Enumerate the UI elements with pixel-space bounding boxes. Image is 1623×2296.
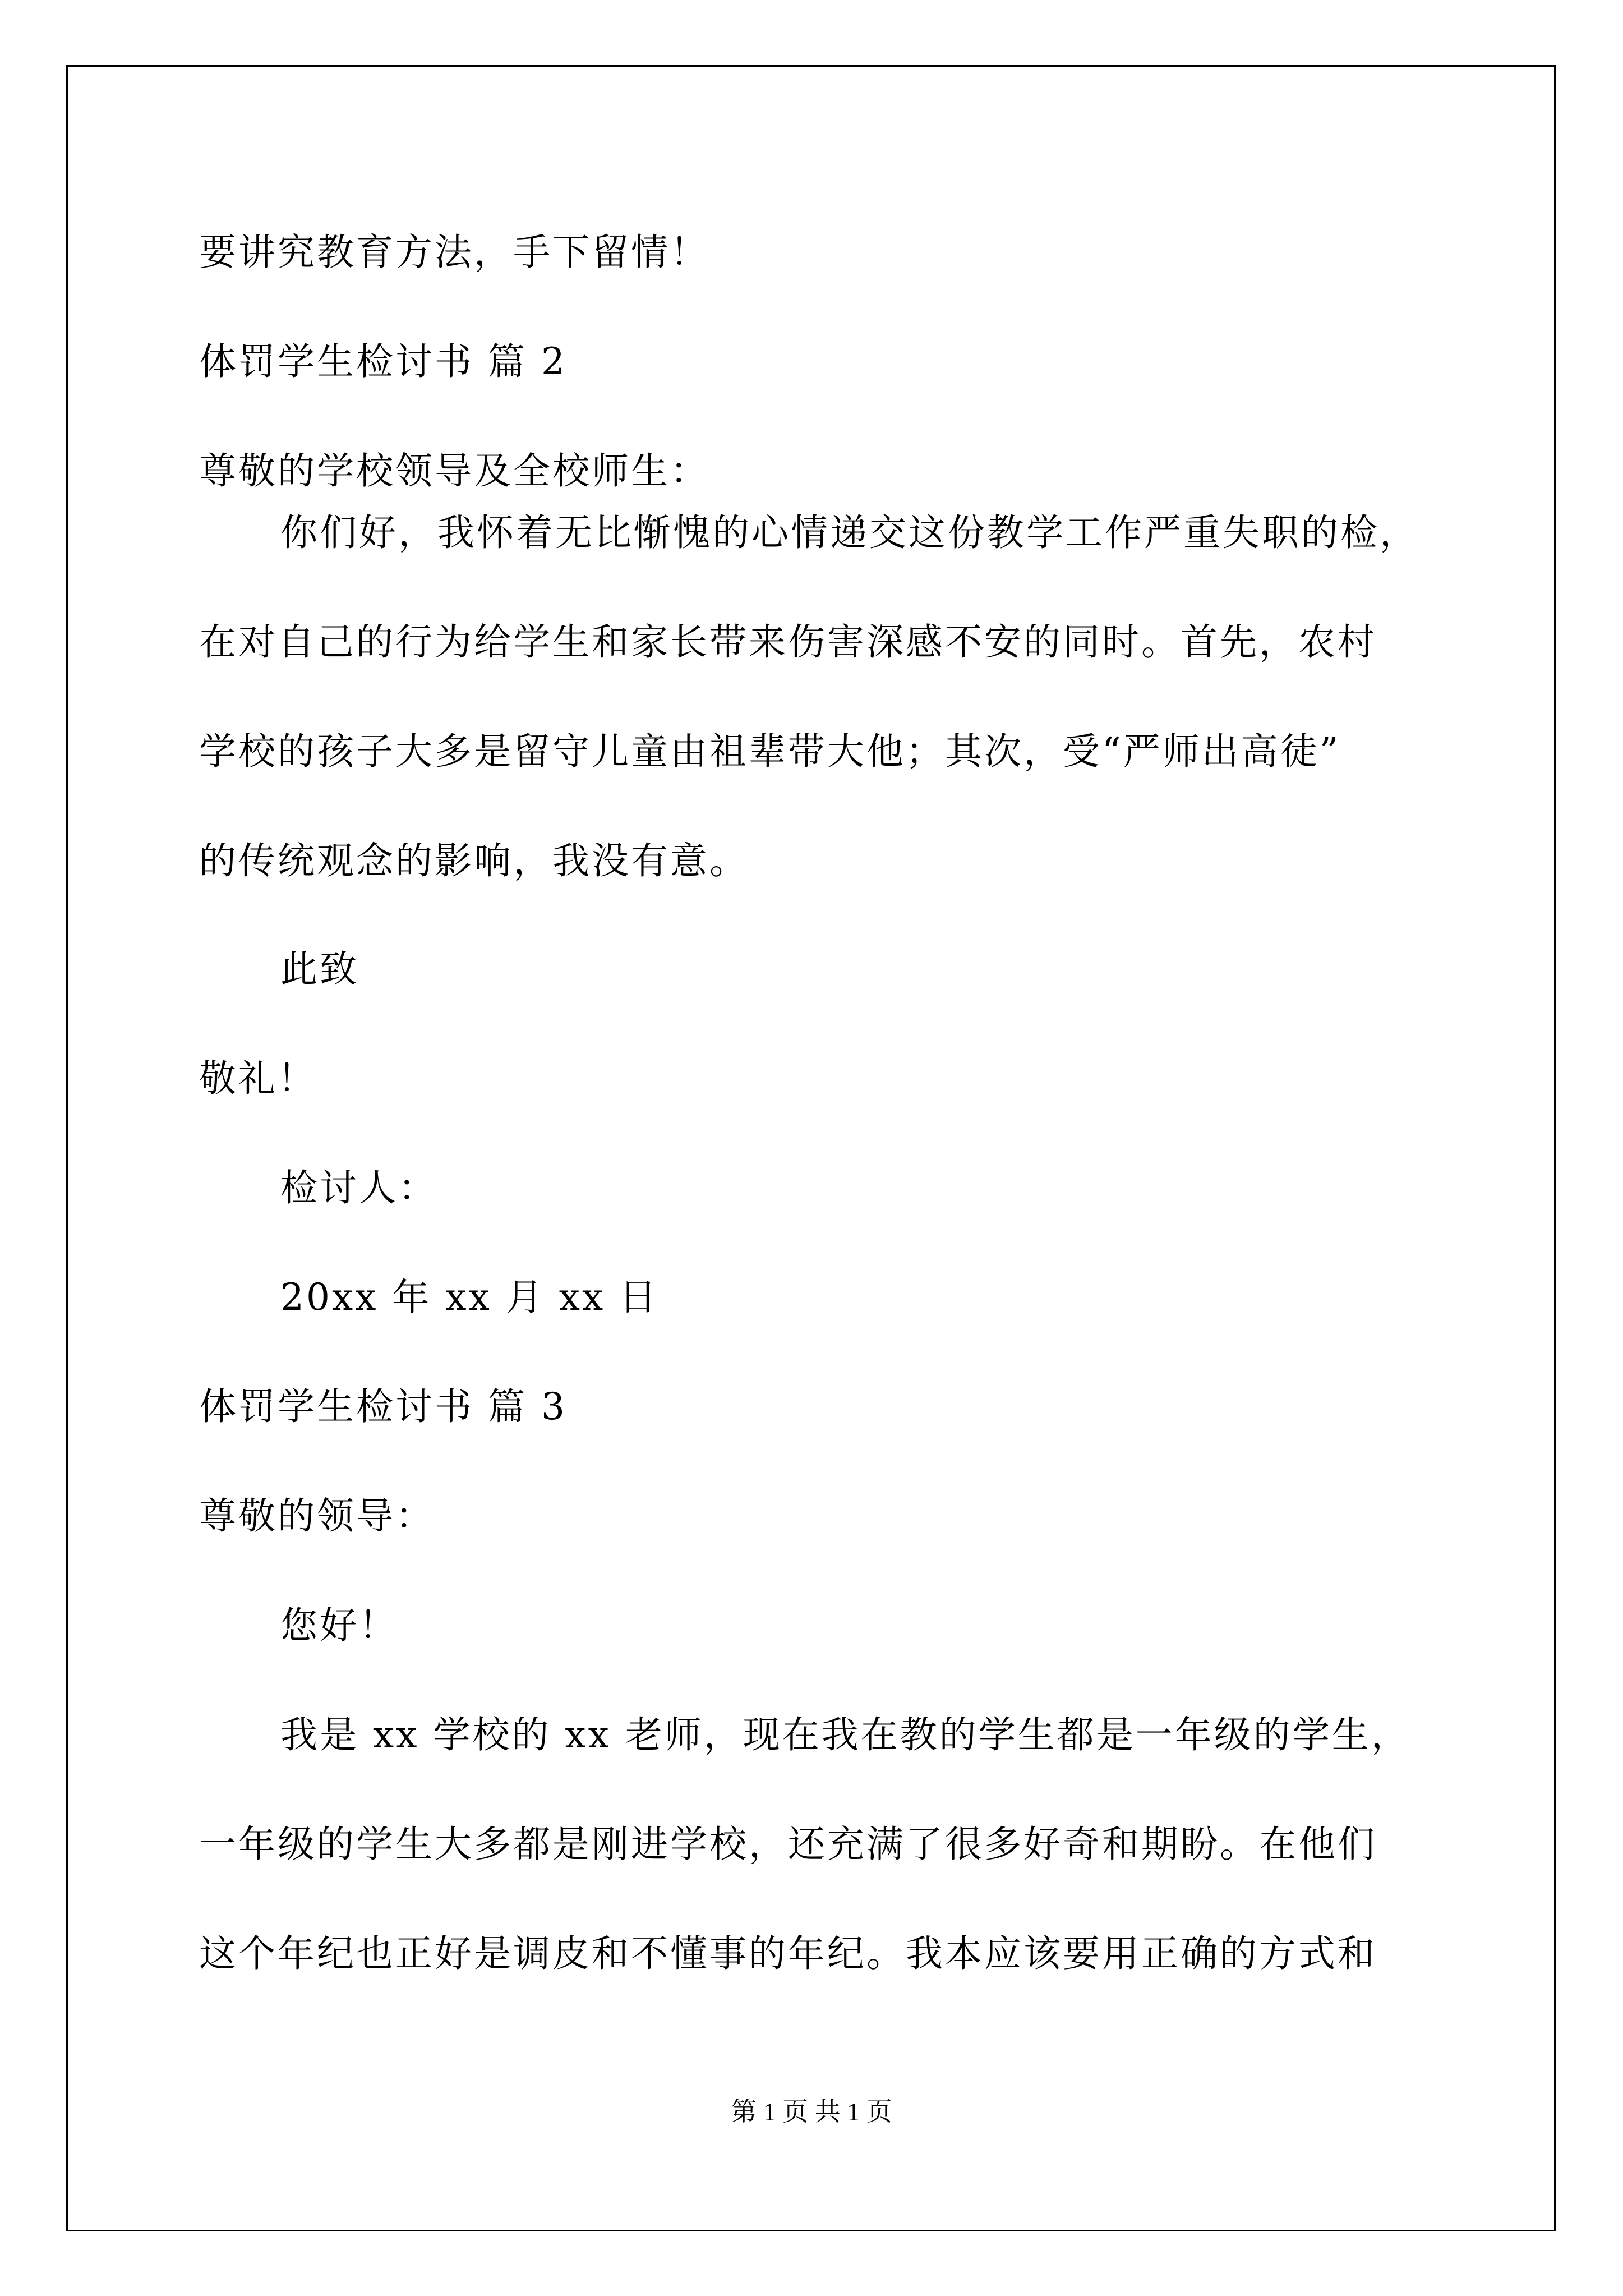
page-border: [66, 65, 1556, 2231]
paragraph-line: 一年级的学生大多都是刚进学校，还充满了很多好奇和期盼。在他们: [199, 1823, 1377, 1866]
text-line: 要讲究教育方法，手下留情！: [199, 231, 709, 274]
paragraph-line: 学校的孩子大多是留守儿童由祖辈带大他；其次，受“严师出高徒”: [199, 730, 1341, 773]
closing-line: 此致: [280, 947, 359, 991]
signature-label: 检讨人：: [280, 1166, 437, 1209]
paragraph-line: 这个年纪也正好是调皮和不懂事的年纪。我本应该要用正确的方式和: [199, 1932, 1377, 1975]
salutation: 尊敬的学校领导及全校师生：: [199, 449, 709, 493]
paragraph-line: 我是 xx 学校的 xx 老师，现在我在教的学生都是一年级的学生，: [280, 1713, 1410, 1756]
salutation: 尊敬的领导：: [199, 1494, 435, 1538]
section-heading: 体罚学生检讨书 篇 3: [199, 1385, 567, 1428]
paragraph-line: 在对自己的行为给学生和家长带来伤害深感不安的同时。首先，农村: [199, 620, 1377, 664]
greeting-line: 您好！: [280, 1604, 398, 1647]
section-heading: 体罚学生检讨书 篇 2: [199, 340, 567, 383]
date-line: 20xx 年 xx 月 xx 日: [280, 1276, 659, 1319]
paragraph-line: 你们好，我怀着无比惭愧的心情递交这份教学工作严重失职的检，: [280, 511, 1419, 554]
closing-line: 敬礼！: [199, 1057, 317, 1100]
paragraph-line: 的传统观念的影响，我没有意。: [199, 839, 749, 882]
page-footer: 第 1 页 共 1 页: [731, 2097, 892, 2126]
